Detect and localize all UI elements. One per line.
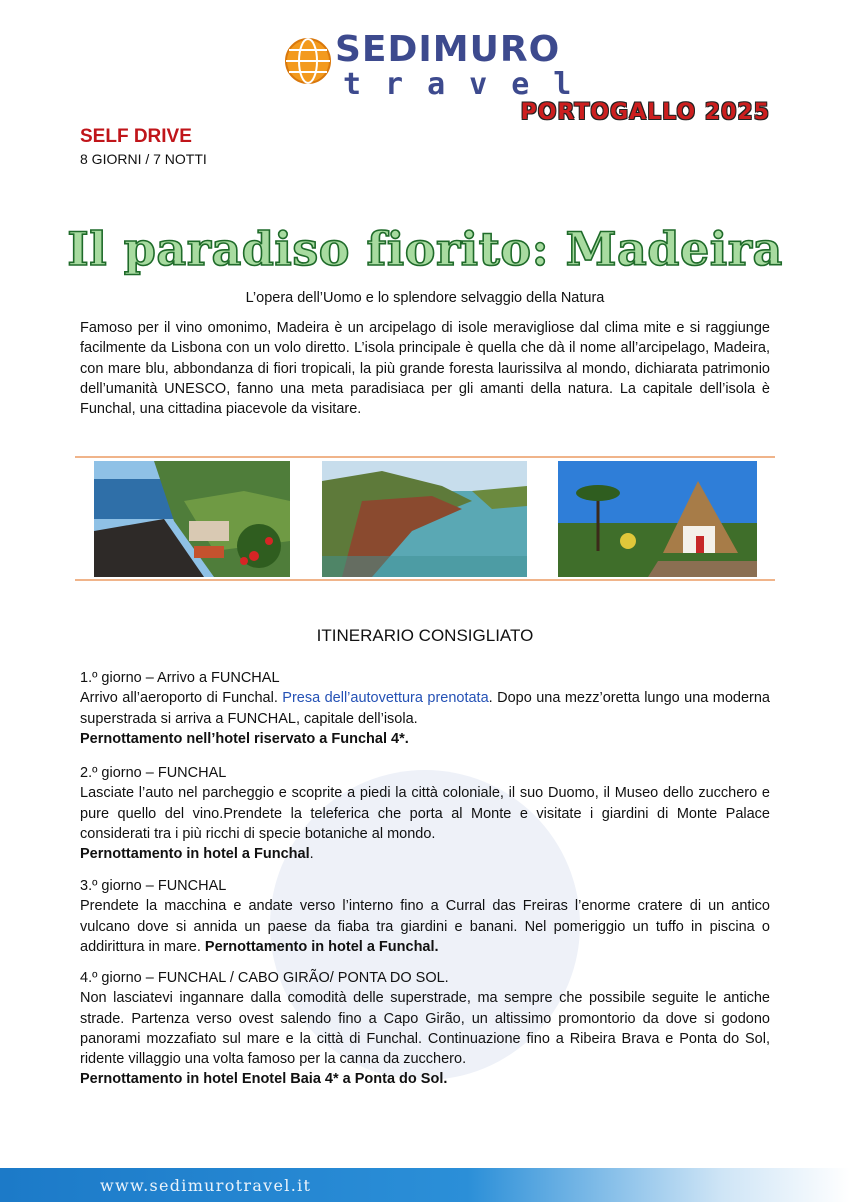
day-4-heading: 4.º giorno – FUNCHAL / CABO GIRÃO/ PONTA DO SOL. [80, 970, 449, 986]
day-2 [80, 763, 770, 864]
intro-paragraph: Famoso per il vino omonimo, Madeira è un arcipelago di isole meravigliose dal clima mite e si raggiunge facilmente da Lisbona con un volo diretto. L’isola principale è quella che dà il nome all’arcipelago, Madeira, con mare blu, abbondanza di fiori tropicali, la più grande foresta laurissilva al mondo, dichiarata patrimonio dell’umanità UNESCO, fanno una meta paradisiaca per gli amanti della natura. La capitale dell’isola è Funchal, una cittadina piacevole da visitare. [80, 320, 770, 418]
day-3-text [80, 896, 770, 957]
photo-santana-house [558, 461, 757, 577]
photo-coast-cliffs [322, 461, 527, 577]
day-3 [80, 876, 770, 957]
car-pickup-highlight: Presa dell’autovettura prenotata [282, 690, 489, 707]
day-1-text [80, 688, 770, 729]
page-title: Il paradiso fiorito: Madeira [67, 222, 783, 276]
day-2-heading: 2.º giorno – FUNCHAL [80, 765, 227, 781]
divider-top [75, 456, 775, 458]
coast-cliffs-image [322, 461, 527, 577]
photo-coast-village [94, 461, 290, 577]
day-4 [80, 968, 770, 1090]
day-3-text-body: Prendete la macchina e andate verso l’interno fino a Curral das Freiras l’enorme cratere di un antico vulcano dove si annida un paese da fiaba tra giardini e banani. Nel pomeriggio un tuffo in piscina o addirittura in mare. [80, 898, 770, 955]
country-year: PORTOGALLO 2025 [520, 100, 770, 125]
itinerary-title: ITINERARIO CONSIGLIATO [316, 626, 534, 645]
day-2-overnight: Pernottamento in hotel a Funchal [80, 846, 310, 863]
santana-house-image [558, 461, 757, 577]
day-1 [80, 668, 770, 749]
sedimuro-logo [283, 28, 596, 102]
logo-sub: travel [343, 67, 596, 102]
divider-bottom [75, 579, 775, 581]
day-2-text: Lasciate l’auto nel parcheggio e scoprite a piedi la città coloniale, il suo Duomo, il Museo dello zucchero e pure quello del vino.Prendete la teleferica che porta al Monte e visitate i giardini di Monte Palace considerati tra i più ricchi di specie botaniche al mondo. [80, 785, 770, 842]
footer-website-link[interactable]: www.sedimurotravel.it [100, 1176, 312, 1195]
day-1-heading: 1.º giorno – Arrivo a FUNCHAL [80, 670, 280, 686]
day-4-text: Non lasciatevi ingannare dalla comodità delle superstrade, ma sempre che possibile seguite le antiche strade. Partenza verso ovest salendo fino a Capo Girão, un altissimo promontorio da dove si godono panorami mozzafiato sul mare e la città di Funchal. Continuazione fino a Ribeira Brava e Ponta do Sol, ridente villaggio una volta famoso per la canna da zucchero. [80, 990, 770, 1068]
globe-icon [283, 36, 333, 86]
day-2-overnight-line [80, 844, 770, 864]
trip-type: SELF DRIVE [80, 126, 192, 147]
day-3-heading: 3.º giorno – FUNCHAL [80, 878, 227, 894]
day-4-overnight: Pernottamento in hotel Enotel Baia 4* a Ponta do Sol. [80, 1071, 448, 1088]
day-1-text-b: . Dopo una mezz’oretta lungo una moderna superstrada si arriva a FUNCHAL, capitale dell’isola. [80, 690, 770, 727]
logo-brand: SEDIMURO [335, 29, 561, 70]
day-1-text-a: Arrivo all’aeroporto di Funchal. [80, 690, 283, 707]
day-2-overnight-end: . [309, 846, 314, 863]
trip-duration: 8 GIORNI / 7 NOTTI [80, 151, 207, 167]
coast-village-image [94, 461, 290, 577]
day-1-overnight: Pernottamento nell’hotel riservato a Funchal 4*. [80, 730, 409, 747]
page-subtitle: L’opera dell’Uomo e lo splendore selvaggio della Natura [245, 290, 605, 306]
day-3-overnight: Pernottamento in hotel a Funchal. [204, 938, 439, 955]
